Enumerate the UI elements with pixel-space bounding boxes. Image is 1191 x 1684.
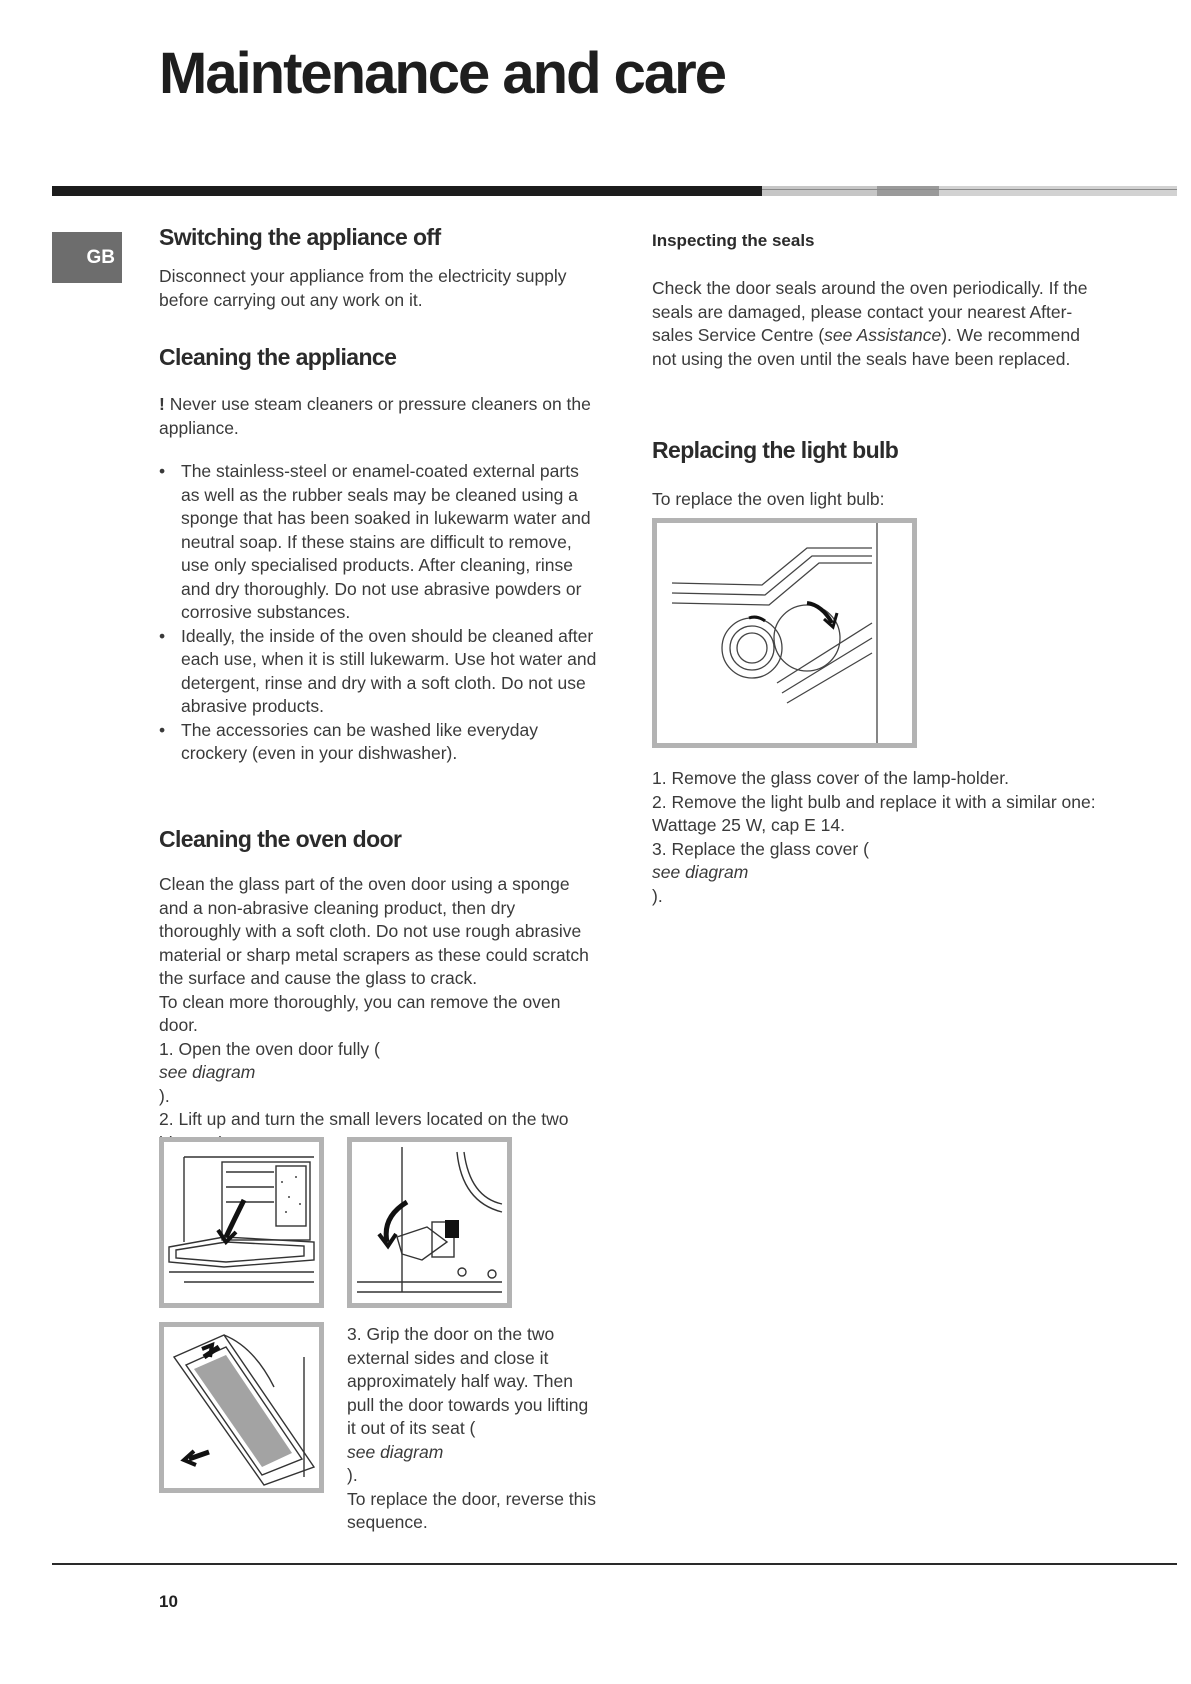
seals-text: Check the door seals around the oven periodically. If the seals are damaged, please contact your nearest After-sales Service Centre (see Assistance). We recommend not using the oven until the seals have been replaced.: [652, 278, 1088, 369]
list-item: • Ideally, the inside of the oven should be cleaned after each use, when it is still lukewarm. Use hot water and detergent, rinse and dry with a soft cloth. Do not use abrasive products.: [159, 625, 601, 719]
door-removal-diagram: [159, 1322, 324, 1493]
door-step-3: 3. Grip the door on the two external sides and close it approximately half way. Then pull the door towards you lifting it out of its seat ( see diagram ).: [347, 1324, 589, 1485]
door-step-2: 2. Lift up and turn the small levers located on the two: [159, 1109, 569, 1129]
cleaning-appliance-heading: Cleaning the appliance: [159, 344, 397, 370]
seals-heading: Inspecting the seals: [652, 231, 815, 250]
warning-text: Never use steam cleaners or pressure cleaners on the appliance.: [159, 394, 591, 438]
page-number: 10: [159, 1592, 178, 1611]
warning-mark: !: [159, 394, 165, 414]
light-bulb-steps: [652, 767, 1112, 908]
door-step-1: 1. Open the oven door fully ( see diagram ).: [159, 1038, 380, 1106]
door-open-diagram: [159, 1137, 324, 1308]
footer-rule: [52, 1563, 1177, 1565]
list-item: • The accessories can be washed like everyday crockery (even in your dishwasher).: [159, 719, 601, 766]
bulb-step-3: 3. Replace the glass cover ( see diagram ).: [652, 838, 869, 906]
switching-off-text: Disconnect your appliance from the electricity supply before carrying out any work on it.: [159, 266, 567, 310]
switching-off-heading: Switching the appliance off: [159, 224, 441, 250]
light-bulb-heading: Replacing the light bulb: [652, 437, 899, 463]
light-bulb-intro: To replace the oven light bulb:: [652, 489, 885, 509]
bulb-step-2: 2. Remove the light bulb and replace it with a similar one: Wattage 25 W, cap E 14.: [652, 791, 1096, 835]
door-step-3-block: [347, 1323, 597, 1535]
door-para-1: Clean the glass part of the oven door using a sponge and a non-abrasive cleaning product, then dry thoroughly with a soft cloth. Do not use rough abrasive material or sharp metal scrapers as these could scratch the surface and cause the glass to crack.: [159, 874, 589, 988]
light-bulb-diagram: [652, 518, 917, 748]
bulb-step-1: 1. Remove the glass cover of the lamp-holder.: [652, 768, 1009, 788]
list-item: • The stainless-steel or enamel-coated external parts as well as the rubber seals may be cleaned using a sponge that has been soaked in lukewarm water and neutral soap. If these stains are difficult to remove, use only specialised products. After cleaning, rinse and dry thoroughly. Do not use abrasive powders or corrosive substances.: [159, 460, 601, 625]
cleaning-door-heading: Cleaning the oven door: [159, 826, 402, 852]
door-step-4: To replace the door, reverse this sequence.: [347, 1488, 597, 1532]
language-tab: GB: [52, 232, 122, 283]
page-title: Maintenance and care: [159, 41, 725, 106]
cleaning-bullet-list: [159, 460, 601, 766]
cleaning-warning: [159, 393, 599, 440]
header-rule: [52, 186, 1177, 196]
hinge-lever-diagram: [347, 1137, 512, 1308]
door-para-2: To clean more thoroughly, you can remove the oven door.: [159, 991, 561, 1035]
